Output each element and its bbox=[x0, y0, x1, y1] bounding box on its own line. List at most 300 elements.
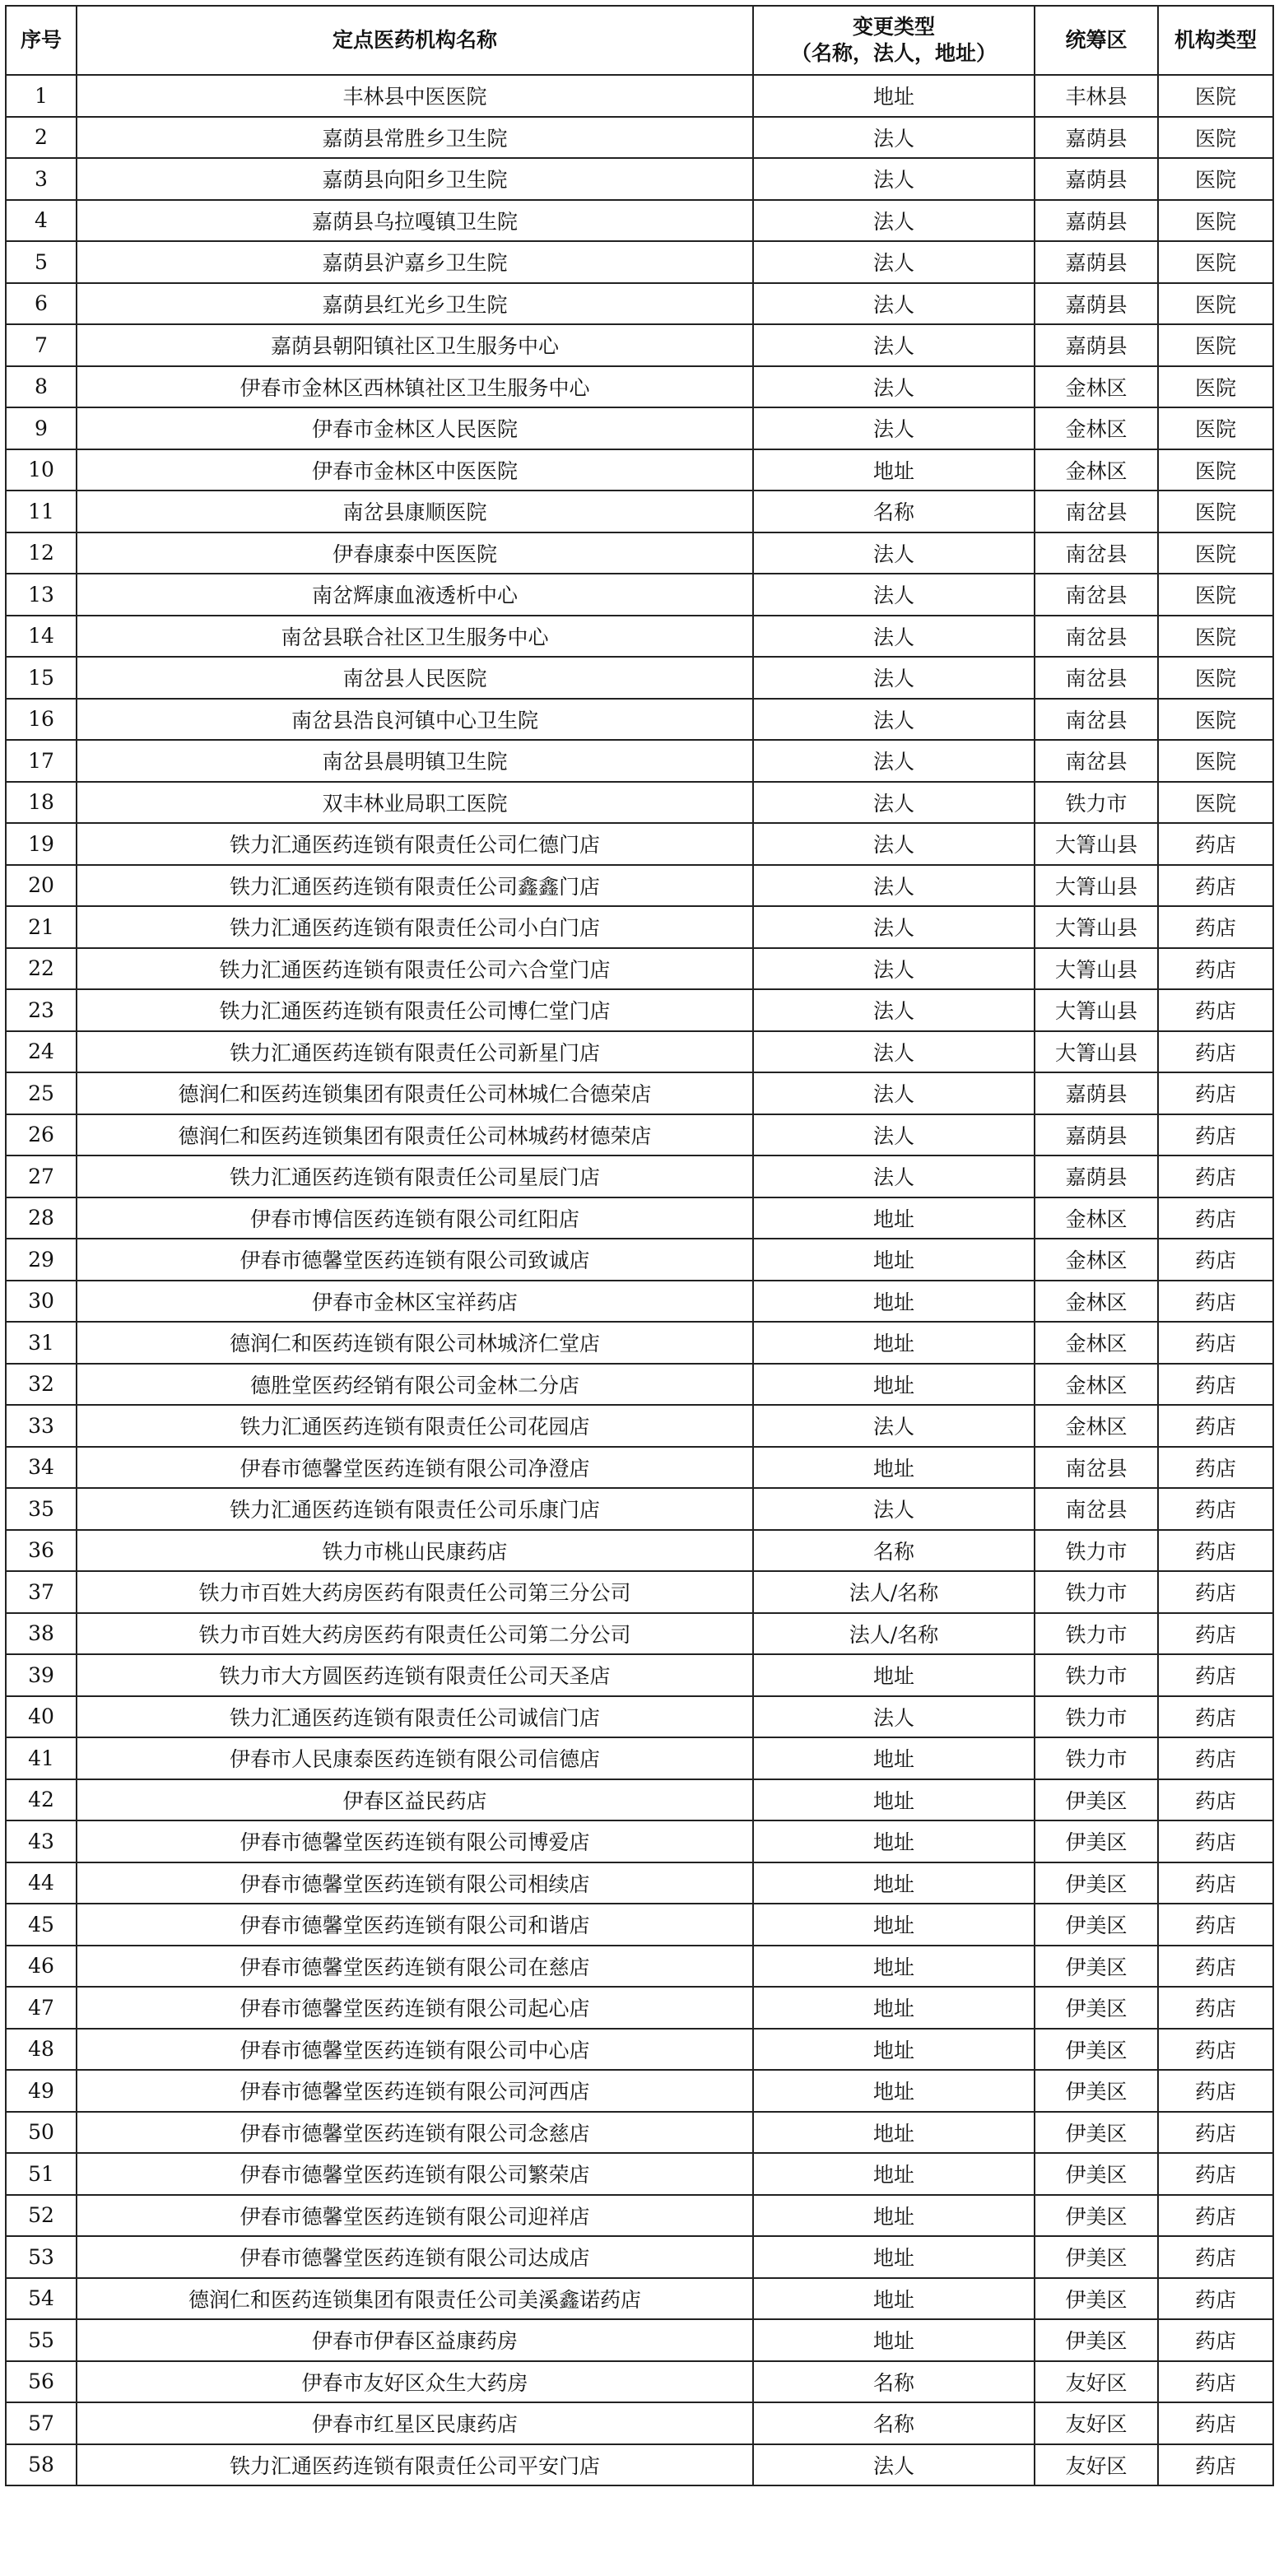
row-type-cell: 药店 bbox=[1158, 1904, 1273, 1946]
table-row bbox=[6, 823, 1273, 865]
row-no-cell: 28 bbox=[6, 1197, 77, 1239]
header-region: 统筹区 bbox=[1035, 6, 1158, 75]
row-no-cell: 39 bbox=[6, 1654, 77, 1696]
row-no-cell: 8 bbox=[6, 366, 77, 408]
row-change-type-cell: 名称 bbox=[753, 1530, 1035, 1572]
row-name-cell: 伊春市德馨堂医药连锁有限公司相续店 bbox=[77, 1862, 753, 1904]
table-row bbox=[6, 865, 1273, 907]
row-no-cell: 6 bbox=[6, 283, 77, 325]
row-change-type-cell: 法人 bbox=[753, 324, 1035, 366]
row-type-cell: 药店 bbox=[1158, 1322, 1273, 1364]
row-no-cell: 53 bbox=[6, 2236, 77, 2278]
row-name-cell: 南岔辉康血液透析中心 bbox=[77, 574, 753, 616]
row-region-cell: 嘉荫县 bbox=[1035, 283, 1158, 325]
row-type-cell: 药店 bbox=[1158, 2112, 1273, 2154]
table-row bbox=[6, 1820, 1273, 1862]
row-no-cell: 50 bbox=[6, 2112, 77, 2154]
row-name-cell: 伊春市德馨堂医药连锁有限公司净澄店 bbox=[77, 1447, 753, 1489]
row-region-cell: 嘉荫县 bbox=[1035, 241, 1158, 283]
row-region-cell: 丰林县 bbox=[1035, 75, 1158, 117]
row-change-type-cell: 地址 bbox=[753, 2195, 1035, 2237]
row-name-cell: 伊春市德馨堂医药连锁有限公司繁荣店 bbox=[77, 2153, 753, 2195]
row-name-cell: 伊春市德馨堂医药连锁有限公司和谐店 bbox=[77, 1904, 753, 1946]
row-no-cell: 21 bbox=[6, 906, 77, 948]
row-region-cell: 金林区 bbox=[1035, 1364, 1158, 1406]
row-region-cell: 金林区 bbox=[1035, 1197, 1158, 1239]
table-row bbox=[6, 782, 1273, 824]
row-type-cell: 药店 bbox=[1158, 2029, 1273, 2071]
row-type-cell: 药店 bbox=[1158, 1530, 1273, 1572]
row-type-cell: 药店 bbox=[1158, 2195, 1273, 2237]
row-no-cell: 30 bbox=[6, 1281, 77, 1323]
row-name-cell: 德润仁和医药连锁集团有限责任公司林城仁合德荣店 bbox=[77, 1072, 753, 1114]
row-no-cell: 2 bbox=[6, 117, 77, 159]
table-row bbox=[6, 1072, 1273, 1114]
row-change-type-cell: 法人 bbox=[753, 283, 1035, 325]
row-type-cell: 医院 bbox=[1158, 699, 1273, 741]
row-region-cell: 伊美区 bbox=[1035, 2319, 1158, 2361]
row-type-cell: 药店 bbox=[1158, 1946, 1273, 1988]
row-name-cell: 丰林县中医医院 bbox=[77, 75, 753, 117]
row-type-cell: 医院 bbox=[1158, 616, 1273, 658]
row-region-cell: 南岔县 bbox=[1035, 740, 1158, 782]
row-name-cell: 伊春市友好区众生大药房 bbox=[77, 2361, 753, 2403]
row-name-cell: 伊春市德馨堂医药连锁有限公司中心店 bbox=[77, 2029, 753, 2071]
table-row bbox=[6, 2029, 1273, 2071]
row-type-cell: 药店 bbox=[1158, 1987, 1273, 2029]
row-name-cell: 嘉荫县常胜乡卫生院 bbox=[77, 117, 753, 159]
row-change-type-cell: 法人 bbox=[753, 699, 1035, 741]
table-row bbox=[6, 366, 1273, 408]
row-type-cell: 医院 bbox=[1158, 241, 1273, 283]
row-name-cell: 双丰林业局职工医院 bbox=[77, 782, 753, 824]
row-type-cell: 药店 bbox=[1158, 1155, 1273, 1197]
table-row bbox=[6, 1613, 1273, 1655]
row-change-type-cell: 法人/名称 bbox=[753, 1613, 1035, 1655]
row-name-cell: 铁力汇通医药连锁有限责任公司新星门店 bbox=[77, 1031, 753, 1073]
row-no-cell: 9 bbox=[6, 407, 77, 449]
row-change-type-cell: 地址 bbox=[753, 1364, 1035, 1406]
row-change-type-cell: 地址 bbox=[753, 1447, 1035, 1489]
row-region-cell: 南岔县 bbox=[1035, 616, 1158, 658]
row-region-cell: 嘉荫县 bbox=[1035, 158, 1158, 200]
row-name-cell: 伊春市博信医药连锁有限公司红阳店 bbox=[77, 1197, 753, 1239]
row-change-type-cell: 法人 bbox=[753, 657, 1035, 699]
table-row bbox=[6, 906, 1273, 948]
row-name-cell: 伊春市红星区民康药店 bbox=[77, 2402, 753, 2444]
row-region-cell: 大箐山县 bbox=[1035, 823, 1158, 865]
row-change-type-cell: 地址 bbox=[753, 1281, 1035, 1323]
row-name-cell: 铁力市百姓大药房医药有限责任公司第二分公司 bbox=[77, 1613, 753, 1655]
row-no-cell: 27 bbox=[6, 1155, 77, 1197]
header-type: 机构类型 bbox=[1158, 6, 1273, 75]
row-region-cell: 铁力市 bbox=[1035, 1654, 1158, 1696]
row-no-cell: 40 bbox=[6, 1696, 77, 1738]
row-type-cell: 医院 bbox=[1158, 574, 1273, 616]
row-type-cell: 药店 bbox=[1158, 1737, 1273, 1779]
row-name-cell: 铁力汇通医药连锁有限责任公司乐康门店 bbox=[77, 1488, 753, 1530]
row-type-cell: 药店 bbox=[1158, 1862, 1273, 1904]
table-row bbox=[6, 283, 1273, 325]
row-change-type-cell: 地址 bbox=[753, 1904, 1035, 1946]
row-no-cell: 25 bbox=[6, 1072, 77, 1114]
row-type-cell: 医院 bbox=[1158, 657, 1273, 699]
row-type-cell: 药店 bbox=[1158, 1571, 1273, 1613]
row-change-type-cell: 地址 bbox=[753, 2236, 1035, 2278]
row-region-cell: 嘉荫县 bbox=[1035, 1114, 1158, 1156]
row-name-cell: 嘉荫县朝阳镇社区卫生服务中心 bbox=[77, 324, 753, 366]
row-no-cell: 11 bbox=[6, 491, 77, 532]
table-row bbox=[6, 1447, 1273, 1489]
row-no-cell: 49 bbox=[6, 2070, 77, 2112]
table-row bbox=[6, 2444, 1273, 2486]
row-region-cell: 伊美区 bbox=[1035, 1862, 1158, 1904]
row-type-cell: 药店 bbox=[1158, 1696, 1273, 1738]
row-no-cell: 15 bbox=[6, 657, 77, 699]
table-row bbox=[6, 75, 1273, 117]
table-row bbox=[6, 1654, 1273, 1696]
row-name-cell: 伊春市人民康泰医药连锁有限公司信德店 bbox=[77, 1737, 753, 1779]
row-change-type-cell: 名称 bbox=[753, 2402, 1035, 2444]
row-change-type-cell: 法人 bbox=[753, 117, 1035, 159]
row-change-type-cell: 法人 bbox=[753, 1155, 1035, 1197]
table-row bbox=[6, 449, 1273, 491]
row-change-type-cell: 法人 bbox=[753, 1405, 1035, 1447]
row-region-cell: 友好区 bbox=[1035, 2361, 1158, 2403]
row-region-cell: 伊美区 bbox=[1035, 2070, 1158, 2112]
row-change-type-cell: 地址 bbox=[753, 2278, 1035, 2320]
row-name-cell: 铁力汇通医药连锁有限责任公司仁德门店 bbox=[77, 823, 753, 865]
row-type-cell: 药店 bbox=[1158, 823, 1273, 865]
row-no-cell: 20 bbox=[6, 865, 77, 907]
row-name-cell: 嘉荫县红光乡卫生院 bbox=[77, 283, 753, 325]
row-change-type-cell: 地址 bbox=[753, 2153, 1035, 2195]
row-region-cell: 南岔县 bbox=[1035, 1488, 1158, 1530]
row-region-cell: 铁力市 bbox=[1035, 782, 1158, 824]
table-row bbox=[6, 2070, 1273, 2112]
row-change-type-cell: 法人 bbox=[753, 574, 1035, 616]
row-name-cell: 南岔县康顺医院 bbox=[77, 491, 753, 532]
row-region-cell: 友好区 bbox=[1035, 2402, 1158, 2444]
row-no-cell: 14 bbox=[6, 616, 77, 658]
row-change-type-cell: 法人 bbox=[753, 1488, 1035, 1530]
row-region-cell: 伊美区 bbox=[1035, 1987, 1158, 2029]
row-name-cell: 铁力汇通医药连锁有限责任公司星辰门店 bbox=[77, 1155, 753, 1197]
table-row bbox=[6, 740, 1273, 782]
row-region-cell: 铁力市 bbox=[1035, 1530, 1158, 1572]
row-type-cell: 药店 bbox=[1158, 989, 1273, 1031]
table-row bbox=[6, 241, 1273, 283]
row-no-cell: 51 bbox=[6, 2153, 77, 2195]
row-region-cell: 金林区 bbox=[1035, 449, 1158, 491]
row-type-cell: 药店 bbox=[1158, 2278, 1273, 2320]
row-type-cell: 药店 bbox=[1158, 1654, 1273, 1696]
row-change-type-cell: 法人 bbox=[753, 1114, 1035, 1156]
row-type-cell: 药店 bbox=[1158, 948, 1273, 990]
row-region-cell: 伊美区 bbox=[1035, 2236, 1158, 2278]
row-region-cell: 金林区 bbox=[1035, 1239, 1158, 1281]
row-no-cell: 54 bbox=[6, 2278, 77, 2320]
header-no: 序号 bbox=[6, 6, 77, 75]
row-region-cell: 南岔县 bbox=[1035, 699, 1158, 741]
row-type-cell: 药店 bbox=[1158, 1820, 1273, 1862]
row-region-cell: 南岔县 bbox=[1035, 657, 1158, 699]
row-name-cell: 南岔县人民医院 bbox=[77, 657, 753, 699]
row-no-cell: 52 bbox=[6, 2195, 77, 2237]
row-no-cell: 56 bbox=[6, 2361, 77, 2403]
row-change-type-cell: 名称 bbox=[753, 491, 1035, 532]
row-type-cell: 医院 bbox=[1158, 283, 1273, 325]
row-region-cell: 南岔县 bbox=[1035, 491, 1158, 532]
row-type-cell: 医院 bbox=[1158, 200, 1273, 242]
row-region-cell: 大箐山县 bbox=[1035, 948, 1158, 990]
row-region-cell: 金林区 bbox=[1035, 366, 1158, 408]
institution-change-table bbox=[5, 5, 1274, 2486]
row-type-cell: 医院 bbox=[1158, 449, 1273, 491]
table-row bbox=[6, 1904, 1273, 1946]
row-name-cell: 德润仁和医药连锁有限公司林城济仁堂店 bbox=[77, 1322, 753, 1364]
table-row bbox=[6, 324, 1273, 366]
row-name-cell: 南岔县浩良河镇中心卫生院 bbox=[77, 699, 753, 741]
row-region-cell: 铁力市 bbox=[1035, 1613, 1158, 1655]
row-region-cell: 伊美区 bbox=[1035, 2195, 1158, 2237]
row-region-cell: 金林区 bbox=[1035, 1405, 1158, 1447]
row-no-cell: 29 bbox=[6, 1239, 77, 1281]
row-type-cell: 药店 bbox=[1158, 1197, 1273, 1239]
row-no-cell: 18 bbox=[6, 782, 77, 824]
row-change-type-cell: 法人 bbox=[753, 1031, 1035, 1073]
row-change-type-cell: 法人 bbox=[753, 906, 1035, 948]
row-type-cell: 药店 bbox=[1158, 2319, 1273, 2361]
table-row bbox=[6, 1405, 1273, 1447]
row-change-type-cell: 法人 bbox=[753, 948, 1035, 990]
row-name-cell: 伊春市伊春区益康药房 bbox=[77, 2319, 753, 2361]
row-name-cell: 铁力汇通医药连锁有限责任公司博仁堂门店 bbox=[77, 989, 753, 1031]
row-no-cell: 38 bbox=[6, 1613, 77, 1655]
row-region-cell: 南岔县 bbox=[1035, 1447, 1158, 1489]
row-region-cell: 伊美区 bbox=[1035, 2112, 1158, 2154]
row-no-cell: 42 bbox=[6, 1779, 77, 1821]
table-row bbox=[6, 491, 1273, 532]
row-no-cell: 3 bbox=[6, 158, 77, 200]
row-no-cell: 55 bbox=[6, 2319, 77, 2361]
row-change-type-cell: 地址 bbox=[753, 1779, 1035, 1821]
row-type-cell: 药店 bbox=[1158, 906, 1273, 948]
row-name-cell: 铁力市百姓大药房医药有限责任公司第三分公司 bbox=[77, 1571, 753, 1613]
table-row bbox=[6, 699, 1273, 741]
row-name-cell: 伊春市德馨堂医药连锁有限公司达成店 bbox=[77, 2236, 753, 2278]
row-no-cell: 7 bbox=[6, 324, 77, 366]
row-region-cell: 大箐山县 bbox=[1035, 906, 1158, 948]
row-region-cell: 金林区 bbox=[1035, 407, 1158, 449]
row-change-type-cell: 法人 bbox=[753, 1696, 1035, 1738]
table-row bbox=[6, 158, 1273, 200]
row-no-cell: 57 bbox=[6, 2402, 77, 2444]
row-region-cell: 南岔县 bbox=[1035, 532, 1158, 574]
row-region-cell: 金林区 bbox=[1035, 1322, 1158, 1364]
row-no-cell: 58 bbox=[6, 2444, 77, 2486]
row-type-cell: 药店 bbox=[1158, 1364, 1273, 1406]
row-name-cell: 伊春市金林区人民医院 bbox=[77, 407, 753, 449]
row-region-cell: 伊美区 bbox=[1035, 2029, 1158, 2071]
table-row bbox=[6, 2319, 1273, 2361]
row-region-cell: 伊美区 bbox=[1035, 1904, 1158, 1946]
row-no-cell: 17 bbox=[6, 740, 77, 782]
row-change-type-cell: 法人 bbox=[753, 158, 1035, 200]
row-name-cell: 德润仁和医药连锁集团有限责任公司林城药材德荣店 bbox=[77, 1114, 753, 1156]
header-name: 定点医药机构名称 bbox=[77, 6, 753, 75]
row-change-type-cell: 法人 bbox=[753, 740, 1035, 782]
row-region-cell: 大箐山县 bbox=[1035, 989, 1158, 1031]
row-change-type-cell: 地址 bbox=[753, 1946, 1035, 1988]
row-change-type-cell: 法人 bbox=[753, 782, 1035, 824]
row-change-type-cell: 名称 bbox=[753, 2361, 1035, 2403]
row-change-type-cell: 法人 bbox=[753, 200, 1035, 242]
table-row bbox=[6, 1987, 1273, 2029]
row-change-type-cell: 法人 bbox=[753, 532, 1035, 574]
row-no-cell: 45 bbox=[6, 1904, 77, 1946]
row-change-type-cell: 地址 bbox=[753, 449, 1035, 491]
row-type-cell: 医院 bbox=[1158, 75, 1273, 117]
row-name-cell: 伊春康泰中医医院 bbox=[77, 532, 753, 574]
table-row bbox=[6, 1281, 1273, 1323]
row-no-cell: 16 bbox=[6, 699, 77, 741]
row-region-cell: 伊美区 bbox=[1035, 1779, 1158, 1821]
table-row bbox=[6, 989, 1273, 1031]
row-region-cell: 大箐山县 bbox=[1035, 1031, 1158, 1073]
header-change-type bbox=[753, 6, 1035, 75]
row-no-cell: 41 bbox=[6, 1737, 77, 1779]
table-row bbox=[6, 532, 1273, 574]
row-type-cell: 药店 bbox=[1158, 2070, 1273, 2112]
row-type-cell: 药店 bbox=[1158, 1114, 1273, 1156]
row-region-cell: 南岔县 bbox=[1035, 574, 1158, 616]
row-name-cell: 铁力汇通医药连锁有限责任公司鑫鑫门店 bbox=[77, 865, 753, 907]
table-row bbox=[6, 1488, 1273, 1530]
row-name-cell: 铁力汇通医药连锁有限责任公司诚信门店 bbox=[77, 1696, 753, 1738]
row-region-cell: 嘉荫县 bbox=[1035, 324, 1158, 366]
table-row bbox=[6, 1571, 1273, 1613]
row-change-type-cell: 地址 bbox=[753, 1654, 1035, 1696]
table-row bbox=[6, 1696, 1273, 1738]
row-change-type-cell: 法人 bbox=[753, 989, 1035, 1031]
row-type-cell: 医院 bbox=[1158, 491, 1273, 532]
row-change-type-cell: 地址 bbox=[753, 2112, 1035, 2154]
row-change-type-cell: 地址 bbox=[753, 1862, 1035, 1904]
row-region-cell: 嘉荫县 bbox=[1035, 117, 1158, 159]
row-name-cell: 铁力汇通医药连锁有限责任公司花园店 bbox=[77, 1405, 753, 1447]
table-row bbox=[6, 1946, 1273, 1988]
table-row bbox=[6, 657, 1273, 699]
row-type-cell: 药店 bbox=[1158, 1488, 1273, 1530]
row-type-cell: 药店 bbox=[1158, 2236, 1273, 2278]
row-name-cell: 伊春市德馨堂医药连锁有限公司迎祥店 bbox=[77, 2195, 753, 2237]
table-row bbox=[6, 1155, 1273, 1197]
row-no-cell: 1 bbox=[6, 75, 77, 117]
row-change-type-cell: 地址 bbox=[753, 1820, 1035, 1862]
row-type-cell: 医院 bbox=[1158, 158, 1273, 200]
table-row bbox=[6, 2195, 1273, 2237]
table-row bbox=[6, 1862, 1273, 1904]
row-change-type-cell: 地址 bbox=[753, 1737, 1035, 1779]
row-type-cell: 医院 bbox=[1158, 117, 1273, 159]
row-type-cell: 药店 bbox=[1158, 1447, 1273, 1489]
row-type-cell: 药店 bbox=[1158, 1239, 1273, 1281]
header-change-title: 变更类型 bbox=[852, 15, 935, 39]
row-name-cell: 铁力汇通医药连锁有限责任公司小白门店 bbox=[77, 906, 753, 948]
row-region-cell: 伊美区 bbox=[1035, 2153, 1158, 2195]
table-row bbox=[6, 616, 1273, 658]
row-no-cell: 13 bbox=[6, 574, 77, 616]
table-body bbox=[6, 75, 1273, 2485]
row-type-cell: 药店 bbox=[1158, 2361, 1273, 2403]
row-name-cell: 伊春市德馨堂医药连锁有限公司在慈店 bbox=[77, 1946, 753, 1988]
row-change-type-cell: 地址 bbox=[753, 75, 1035, 117]
row-no-cell: 22 bbox=[6, 948, 77, 990]
row-type-cell: 医院 bbox=[1158, 324, 1273, 366]
row-type-cell: 医院 bbox=[1158, 366, 1273, 408]
row-type-cell: 药店 bbox=[1158, 2153, 1273, 2195]
row-name-cell: 伊春市德馨堂医药连锁有限公司博爱店 bbox=[77, 1820, 753, 1862]
row-type-cell: 医院 bbox=[1158, 740, 1273, 782]
table-row bbox=[6, 1114, 1273, 1156]
row-no-cell: 12 bbox=[6, 532, 77, 574]
row-name-cell: 铁力汇通医药连锁有限责任公司平安门店 bbox=[77, 2444, 753, 2486]
row-change-type-cell: 法人 bbox=[753, 823, 1035, 865]
row-type-cell: 药店 bbox=[1158, 1031, 1273, 1073]
row-change-type-cell: 法人 bbox=[753, 616, 1035, 658]
row-region-cell: 铁力市 bbox=[1035, 1696, 1158, 1738]
row-no-cell: 32 bbox=[6, 1364, 77, 1406]
row-name-cell: 伊春区益民药店 bbox=[77, 1779, 753, 1821]
row-name-cell: 伊春市德馨堂医药连锁有限公司念慈店 bbox=[77, 2112, 753, 2154]
table-row bbox=[6, 2153, 1273, 2195]
row-no-cell: 33 bbox=[6, 1405, 77, 1447]
header-row bbox=[6, 6, 1273, 75]
row-no-cell: 23 bbox=[6, 989, 77, 1031]
row-no-cell: 24 bbox=[6, 1031, 77, 1073]
table-row bbox=[6, 1737, 1273, 1779]
row-region-cell: 嘉荫县 bbox=[1035, 1155, 1158, 1197]
table-header bbox=[6, 6, 1273, 75]
row-type-cell: 医院 bbox=[1158, 407, 1273, 449]
table-row bbox=[6, 2112, 1273, 2154]
row-region-cell: 铁力市 bbox=[1035, 1737, 1158, 1779]
table-row bbox=[6, 1239, 1273, 1281]
row-no-cell: 34 bbox=[6, 1447, 77, 1489]
row-no-cell: 35 bbox=[6, 1488, 77, 1530]
header-change-subtitle: （名称，法人，地址） bbox=[790, 41, 997, 65]
table-row bbox=[6, 1322, 1273, 1364]
row-region-cell: 伊美区 bbox=[1035, 2278, 1158, 2320]
row-no-cell: 4 bbox=[6, 200, 77, 242]
row-region-cell: 大箐山县 bbox=[1035, 865, 1158, 907]
row-no-cell: 44 bbox=[6, 1862, 77, 1904]
row-name-cell: 铁力市桃山民康药店 bbox=[77, 1530, 753, 1572]
row-no-cell: 47 bbox=[6, 1987, 77, 2029]
row-change-type-cell: 法人 bbox=[753, 865, 1035, 907]
row-change-type-cell: 地址 bbox=[753, 1239, 1035, 1281]
row-change-type-cell: 地址 bbox=[753, 2319, 1035, 2361]
row-name-cell: 伊春市德馨堂医药连锁有限公司致诚店 bbox=[77, 1239, 753, 1281]
row-no-cell: 31 bbox=[6, 1322, 77, 1364]
row-type-cell: 药店 bbox=[1158, 1405, 1273, 1447]
row-no-cell: 46 bbox=[6, 1946, 77, 1988]
row-name-cell: 铁力市大方圆医药连锁有限责任公司天圣店 bbox=[77, 1654, 753, 1696]
row-type-cell: 医院 bbox=[1158, 532, 1273, 574]
row-type-cell: 医院 bbox=[1158, 782, 1273, 824]
row-type-cell: 药店 bbox=[1158, 865, 1273, 907]
